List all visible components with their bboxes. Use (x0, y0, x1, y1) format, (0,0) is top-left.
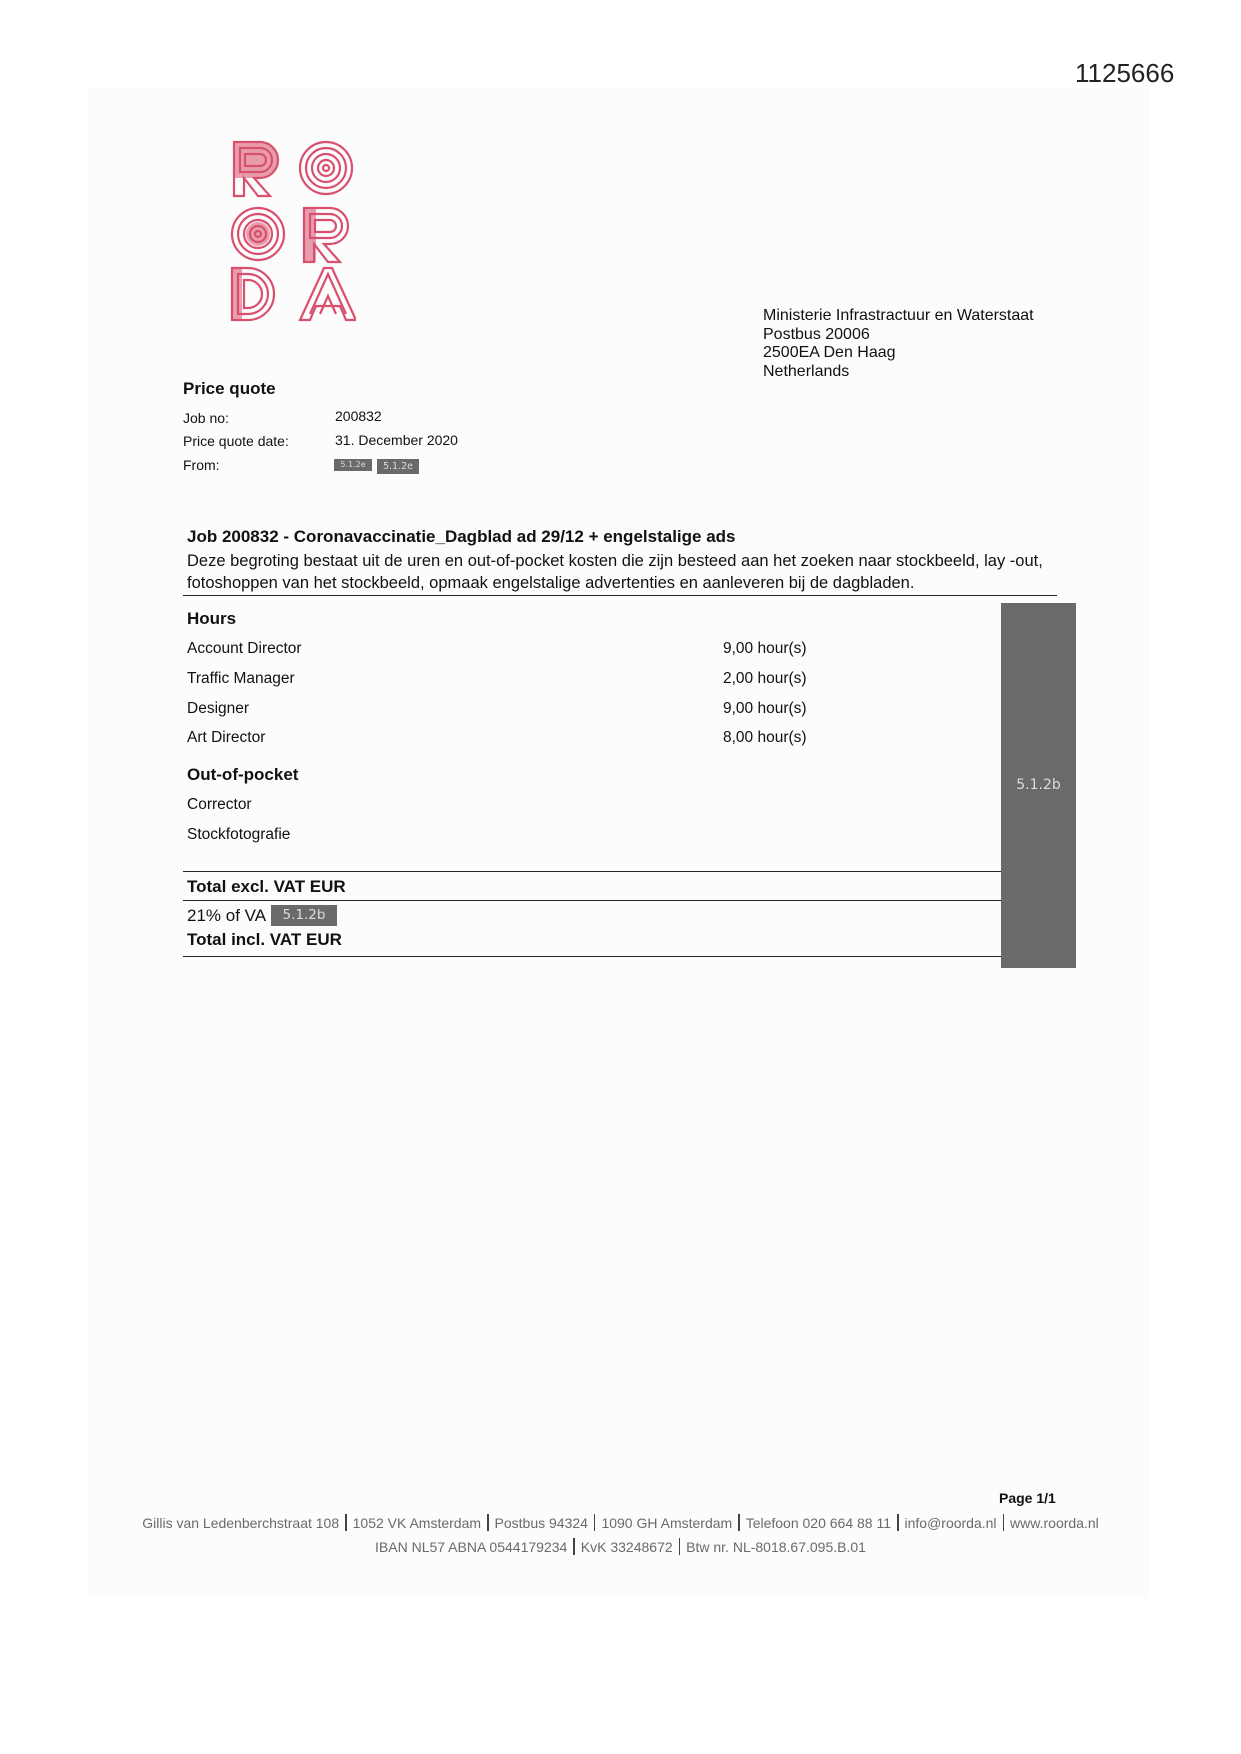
footer-btw: Btw nr. NL-8018.67.095.B.01 (686, 1539, 866, 1555)
footer-postcode: 1052 VK Amsterdam (352, 1515, 482, 1531)
footer-postbus: Postbus 94324 (494, 1515, 588, 1531)
hours-row-value: 9,00 hour(s) (723, 640, 807, 657)
hours-row-value: 9,00 hour(s) (723, 700, 807, 717)
date-label: Price quote date: (183, 433, 289, 449)
job-no-value: 200832 (335, 408, 382, 424)
roorda-logo (228, 138, 356, 322)
from-label: From: (183, 457, 220, 473)
footer-phone: Telefoon 020 664 88 11 (745, 1515, 891, 1531)
footer-postbus-city: 1090 GH Amsterdam (601, 1515, 733, 1531)
footer-street: Gillis van Ledenberchstraat 108 (142, 1515, 340, 1531)
document-number: 1125666 (1075, 58, 1175, 88)
footer-website-link[interactable]: www.roorda.nl (1010, 1515, 1099, 1531)
out-of-pocket-heading: Out-of-pocket (187, 765, 299, 784)
oop-row-label: Corrector (187, 796, 252, 813)
recipient-line: Ministerie Infrastractuur en Waterstaat (763, 307, 1034, 324)
job-no-label: Job no: (183, 410, 229, 426)
divider (183, 956, 1003, 957)
job-title: Job 200832 - Coronavaccinatie_Dagblad ad 29/12 + engelstalige ads (187, 527, 736, 546)
from-redaction-1: 5.1.2e (334, 459, 372, 471)
amounts-redaction: 5.1.2b (1001, 603, 1076, 968)
price-quote-title: Price quote (183, 379, 276, 398)
page-number: Page 1/1 (999, 1490, 1056, 1506)
recipient-line: 2500EA Den Haag (763, 344, 896, 361)
hours-row-label: Designer (187, 700, 250, 717)
total-incl-vat-label: Total incl. VAT EUR (187, 930, 342, 949)
hours-row-value: 8,00 hour(s) (723, 729, 807, 746)
oop-row-label: Stockfotografie (187, 826, 291, 843)
divider (183, 871, 1003, 872)
recipient-line: Postbus 20006 (763, 325, 870, 343)
divider (183, 900, 1003, 901)
hours-row-value: 2,00 hour(s) (723, 670, 807, 687)
from-redaction-2: 5.1.2e (377, 459, 419, 474)
recipient-address (763, 307, 1034, 381)
job-description: Deze begroting bestaat uit de uren en out-of-pocket kosten die zijn besteed aan het zoeken naar stockbeeld, lay -out, fotoshoppen van het stockbeeld, opmaak engelstalige advertenties en aanleveren bij de dagbladen. (187, 552, 1043, 592)
hours-row-label: Account Director (187, 640, 302, 657)
hours-row-label: Traffic Manager (187, 670, 295, 687)
footer-line-1 (0, 1514, 1241, 1531)
divider (183, 595, 1057, 596)
recipient-line: Netherlands (763, 362, 850, 380)
vat-label: 21% of VA (187, 906, 267, 925)
footer-kvk: KvK 33248672 (580, 1539, 673, 1555)
hours-heading: Hours (187, 609, 237, 628)
total-excl-vat-label: Total excl. VAT EUR (187, 877, 346, 896)
footer-iban: IBAN NL57 ABNA 0544179234 (375, 1539, 568, 1555)
date-value: 31. December 2020 (335, 432, 458, 448)
footer-email-link[interactable]: info@roorda.nl (904, 1515, 997, 1531)
hours-row-label: Art Director (187, 729, 266, 746)
vat-redaction: 5.1.2b (271, 905, 337, 926)
footer-line-2 (0, 1538, 1241, 1555)
